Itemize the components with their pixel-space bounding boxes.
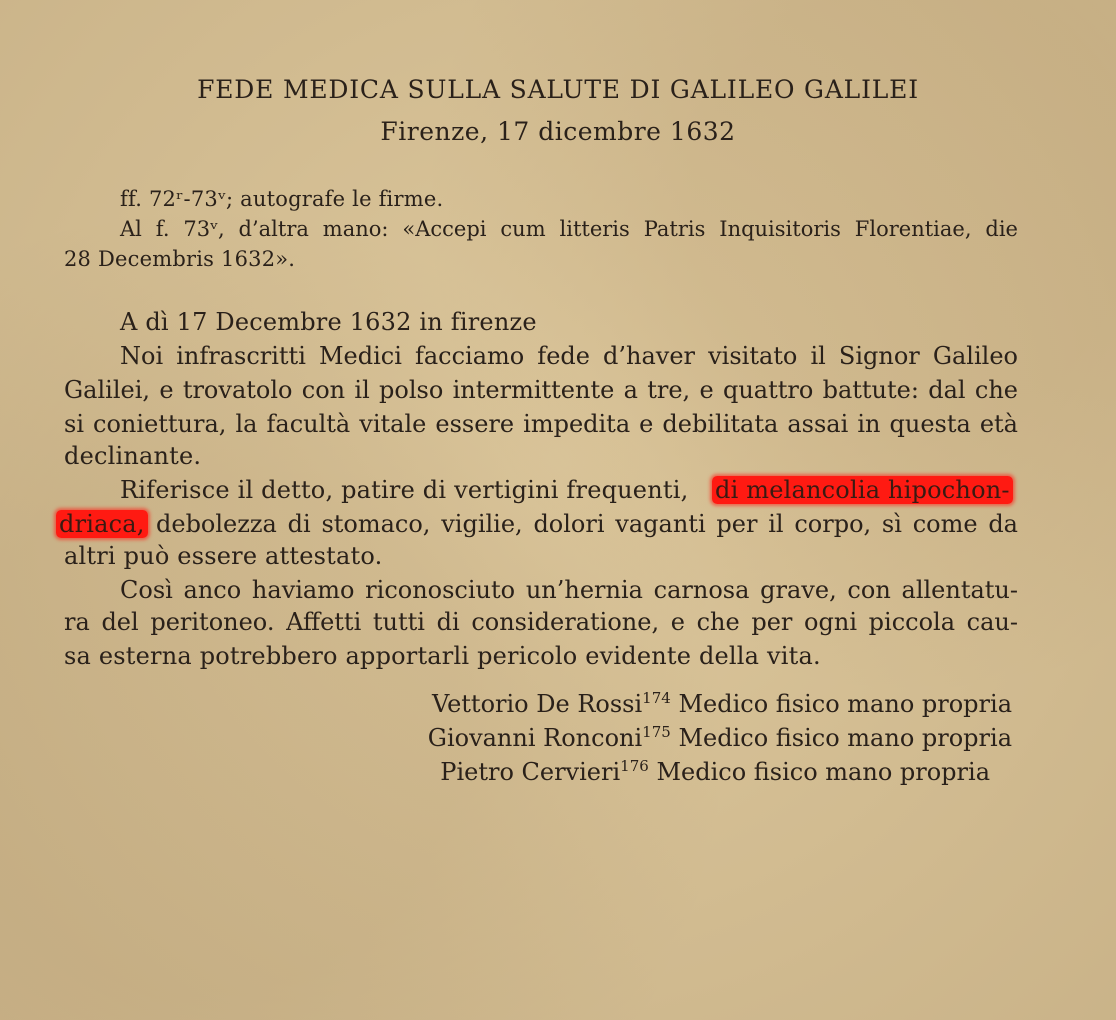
highlighted-text-1: di melancolia hipochon- bbox=[712, 476, 1013, 504]
body-line-3: Galilei, e trovatolo con il polso intermittente a tre, e quattro battute: dal che bbox=[64, 376, 1018, 404]
body-line-9: Così anco haviamo riconosciuto un’hernia carnosa grave, con allentatu- bbox=[120, 576, 1018, 604]
signature-1 bbox=[432, 688, 1012, 720]
signature-3 bbox=[440, 756, 990, 788]
signature-name: Pietro Cervieri bbox=[440, 758, 621, 786]
body-line-2: Noi infrascritti Medici facciamo fede d’haver visitato il Signor Galileo bbox=[120, 342, 1018, 370]
body-line-10: ra del peritoneo. Affetti tutti di consideratione, e che per ogni piccola cau- bbox=[64, 608, 1018, 636]
note-line-1: ff. 72ʳ-73ᵛ; autografe le firme. bbox=[120, 187, 444, 211]
document-title: FEDE MEDICA SULLA SALUTE DI GALILEO GALILEI bbox=[197, 75, 919, 104]
body-line-6a: Riferisce il detto, patire di vertigini frequenti, bbox=[120, 476, 689, 504]
highlighted-text-2: driaca, bbox=[56, 510, 148, 538]
signature-role: Medico fisico mano propria bbox=[656, 758, 990, 786]
footnote-ref: 175 bbox=[642, 723, 671, 741]
body-line-5: declinante. bbox=[64, 442, 202, 470]
signature-name: Vettorio De Rossi bbox=[431, 690, 643, 718]
body-line-1: A dì 17 Decembre 1632 in firenze bbox=[120, 308, 537, 336]
highlight-mark-2 bbox=[56, 508, 148, 540]
body-line-7: debolezza di stomaco, vigilie, dolori vaganti per il corpo, sì come da bbox=[156, 510, 1018, 538]
signature-name: Giovanni Ronconi bbox=[427, 724, 643, 752]
signature-2 bbox=[428, 722, 1012, 754]
body-line-4: si coniettura, la facultà vitale essere impedita e debilitata assai in questa età bbox=[64, 410, 1018, 438]
footnote-ref: 176 bbox=[620, 757, 649, 775]
note-line-2: Al f. 73ᵛ, d’altra mano: «Accepi cum litteris Patris Inquisitoris Florentiae, die bbox=[120, 217, 1018, 241]
note-line-3: 28 Decembris 1632». bbox=[64, 247, 296, 271]
signature-role: Medico fisico mano propria bbox=[678, 724, 1012, 752]
signature-role: Medico fisico mano propria bbox=[678, 690, 1012, 718]
document-date: Firenze, 17 dicembre 1632 bbox=[380, 117, 736, 146]
footnote-ref: 174 bbox=[642, 689, 671, 707]
highlight-mark-1 bbox=[712, 474, 1013, 506]
body-line-8: altri può essere attestato. bbox=[64, 542, 383, 570]
body-line-11: sa esterna potrebbero apportarli pericolo evidente della vita. bbox=[64, 642, 821, 670]
